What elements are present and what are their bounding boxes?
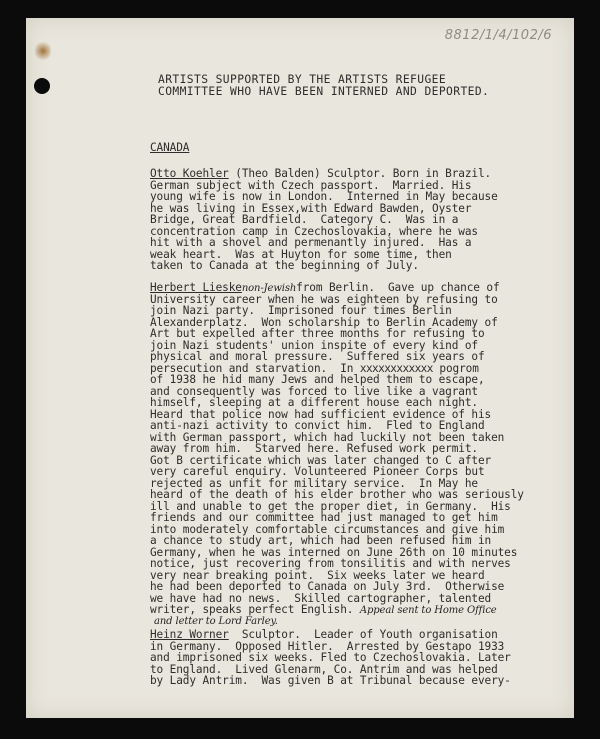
entry-lieske-line: join Nazi party. Imprisoned four times Berlin [150, 304, 452, 317]
entry-koehler-line: concentration camp in Czechoslovakia, where he was [150, 224, 478, 238]
entry-lieske-name: Herbert Lieske [150, 281, 242, 294]
handwritten-note: Appeal sent to Home Office [359, 605, 497, 616]
struck-text: xxxxxxxxxxxx [359, 361, 433, 375]
entry-koehler-name: Otto Koehler [150, 167, 229, 180]
entry-koehler-line: weak heart. Was at Huyton for some time, then [150, 247, 452, 261]
handwritten-note: and letter to Lord Farley. [154, 616, 278, 627]
entry-lieske-line: Germany, when he was interned on June 26th on 10 minutes [150, 545, 518, 559]
entry-lieske-line: very careful enquiry. Volunteered Pioneer Corps but [150, 465, 485, 478]
entry-koehler-line: Otto Koehler (Theo Balden) Sculptor. Born in Brazil. [150, 167, 492, 180]
document-page [26, 18, 574, 718]
entry-lieske-line: into moderately comfortable circumstances and give him [150, 522, 505, 536]
entry-lieske-line: he had been deported to Canada on July 3rd. Otherwise [150, 580, 505, 593]
entry-lieske-line: of 1938 he hid many Jews and helped them to escape, [150, 373, 485, 386]
entry-koehler-line: young wife is now in London. Interned in May because [150, 190, 498, 203]
entry-koehler-line: Bridge, Great Bardfield. Category C. Was in a [150, 213, 459, 226]
entry-lieske-line: we have had no news. Skilled cartographer, talented [150, 591, 492, 605]
entry-worner-line: to England. Lived Glenarm, Co. Antrim and was helped [150, 662, 498, 676]
punch-hole [34, 78, 50, 94]
entry-lieske-line: friends and our committee had just managed to get him [150, 511, 498, 524]
entry-koehler-line: taken to Canada at the beginning of July. [150, 259, 419, 272]
section-heading: CANADA [150, 141, 190, 154]
entry-worner-line: and imprisoned six weeks. Fled to Czechoslovakia. Later [150, 651, 511, 664]
entry-lieske-line: University career when he was eighteen by refusing to [150, 292, 498, 306]
entry-koehler-line: he was living in Essex,with Edward Bawden, Oyster [150, 201, 472, 215]
archive-reference: 8812/1/4/102/6 [444, 28, 552, 43]
entry-lieske-line: writer, speaks perfect English. Appeal sent to Home Office [150, 603, 497, 616]
title-line-2: COMMITTEE WHO HAVE BEEN INTERNED AND DEPORTED. [158, 85, 490, 98]
entry-worner-name: Heinz Worner [150, 628, 229, 641]
entry-lieske-line: Got B certificate which was later changed to C after [150, 453, 492, 467]
entry-koehler-line: hit with a shovel and permenantly injured. Has a [150, 236, 472, 249]
title-line-1: ARTISTS SUPPORTED BY THE ARTISTS REFUGEE [158, 73, 447, 86]
entry-lieske-line: notice, just recovering from tonsilitis and with nerves [150, 557, 511, 570]
entry-worner-line: in Germany. Opposed Hitler. Arrested by Gestapo 1933 [150, 639, 505, 653]
handwritten-insert: non-Jewish [241, 283, 297, 294]
entry-lieske-line: with German passport, which had luckily not been taken [150, 430, 505, 444]
entry-lieske-line: very near breaking point. Six weeks later we heard [150, 568, 485, 582]
entry-lieske-line: Heard that police now had sufficient evidence of his [150, 407, 492, 421]
entry-lieske-line: Herbert Lieskenon-Jewishfrom Berlin. Gave up chance of [150, 281, 500, 294]
entry-lieske-line: a chance to study art, which had been refused him in [150, 534, 492, 547]
entry-lieske-line: rejected as unfit for military service. In May he [150, 476, 478, 490]
entry-lieske-line: ill and unable to get the proper diet, in Germany. His [150, 499, 511, 513]
entry-worner-line: by Lady Antrim. Was given B at Tribunal because every- [150, 674, 511, 687]
entry-lieske-line: Alexanderplatz. Won scholarship to Berlin Academy of [150, 315, 498, 329]
entry-lieske-line: and consequently was forced to live like a vagrant [150, 384, 478, 398]
entry-worner-line: Heinz Worner Sculptor. Leader of Youth organisation [150, 628, 498, 641]
entry-lieske-line: himself, sleeping at a different house each night. [150, 396, 478, 409]
entry-koehler-line: German subject with Czech passport. Married. His [150, 178, 472, 192]
entry-lieske-line: join Nazi students' union inspite of every kind of [150, 338, 478, 352]
rust-stain [35, 40, 51, 62]
entry-lieske-line: physical and moral pressure. Suffered six years of [150, 350, 485, 363]
entry-lieske-line: persecution and starvation. In xxxxxxxxxxxx pogrom [150, 361, 479, 375]
entry-lieske-line: Art but expelled after three months for refusing to [150, 327, 485, 340]
entry-lieske-line: heard of the death of his elder brother who was seriously [150, 488, 524, 501]
entry-lieske-line: anti-nazi activity to convict him. Fled to England [150, 419, 485, 432]
entry-lieske-line: away from him. Starved here. Refused work permit. [150, 442, 478, 455]
